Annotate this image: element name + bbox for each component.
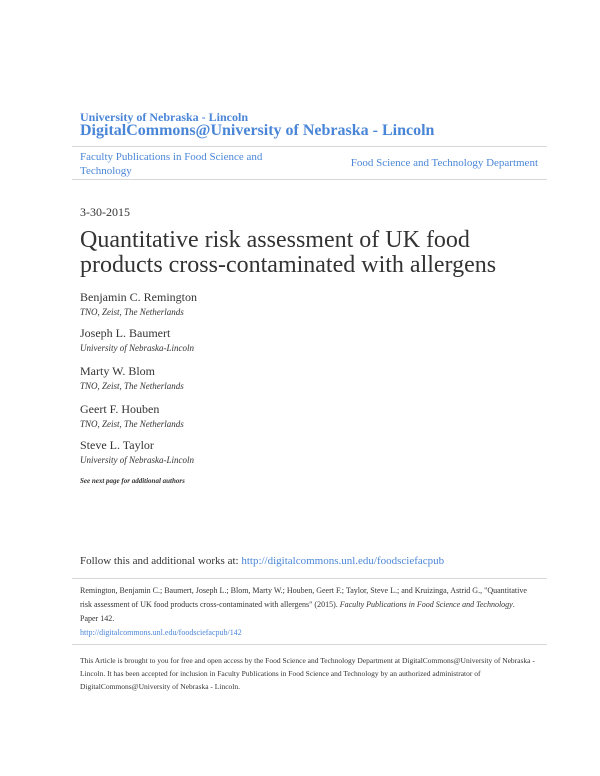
publication-date: 3-30-2015 [80, 205, 130, 219]
follow-text: Follow this and additional works at: [80, 555, 242, 567]
follow-line [80, 555, 444, 567]
citation-text: Remington, Benjamin C.; Baumert, Joseph L.; Blom, Marty W.; Houben, Geert F.; Taylor, Steve L.; and Kruizinga, Astrid G., "Quantitative risk assessment of UK food products cross-contaminated with allergens" (2015). [80, 586, 527, 609]
citation-paper: . Paper 142. [80, 600, 515, 623]
author [80, 364, 184, 391]
author-name: Joseph L. Baumert [80, 326, 171, 340]
university-link[interactable]: University of Nebraska - Lincoln [80, 110, 248, 124]
author-affiliation: TNO, Zeist, The Netherlands [80, 381, 184, 391]
citation [80, 584, 530, 640]
collection-link[interactable]: http://digitalcommons.unl.edu/foodsciefacpub [241, 555, 445, 567]
author-affiliation: TNO, Zeist, The Netherlands [80, 307, 184, 317]
author-affiliation: TNO, Zeist, The Netherlands [80, 419, 184, 429]
divider [72, 146, 547, 147]
article-link[interactable]: http://digitalcommons.unl.edu/foodsciefacpub/142 [80, 628, 242, 637]
author-name: Benjamin C. Remington [80, 290, 197, 304]
citation-journal: Faculty Publications in Food Science and Technology [339, 600, 513, 609]
author-name: Steve L. Taylor [80, 438, 154, 452]
access-notice: This Article is brought to you for free and open access by the Food Science and Technology Department at DigitalCommons@University of Nebraska - Lincoln. It has been accepted for inclusion in Faculty Publications in Food Science and Technology by an authorized administrator of DigitalCommons@University of Nebraska - Lincoln. [80, 656, 535, 691]
repository-link[interactable]: DigitalCommons@University of Nebraska - Lincoln [80, 122, 435, 139]
author [80, 402, 184, 429]
author-name: Marty W. Blom [80, 364, 156, 378]
series-link[interactable]: Faculty Publications in Food Science and Technology [80, 151, 263, 177]
author-name: Geert F. Houben [80, 402, 160, 416]
article-title: Quantitative risk assessment of UK food products cross-contaminated with allergens [80, 227, 497, 278]
author-affiliation: University of Nebraska-Lincoln [80, 455, 194, 465]
author [80, 326, 194, 353]
divider [72, 578, 547, 579]
more-authors-note: See next page for additional authors [80, 477, 185, 485]
author [80, 290, 197, 317]
divider [72, 644, 547, 645]
department-link[interactable]: Food Science and Technology Department [350, 157, 538, 169]
divider [72, 179, 547, 180]
author-affiliation: University of Nebraska-Lincoln [80, 343, 194, 353]
author [80, 438, 194, 465]
